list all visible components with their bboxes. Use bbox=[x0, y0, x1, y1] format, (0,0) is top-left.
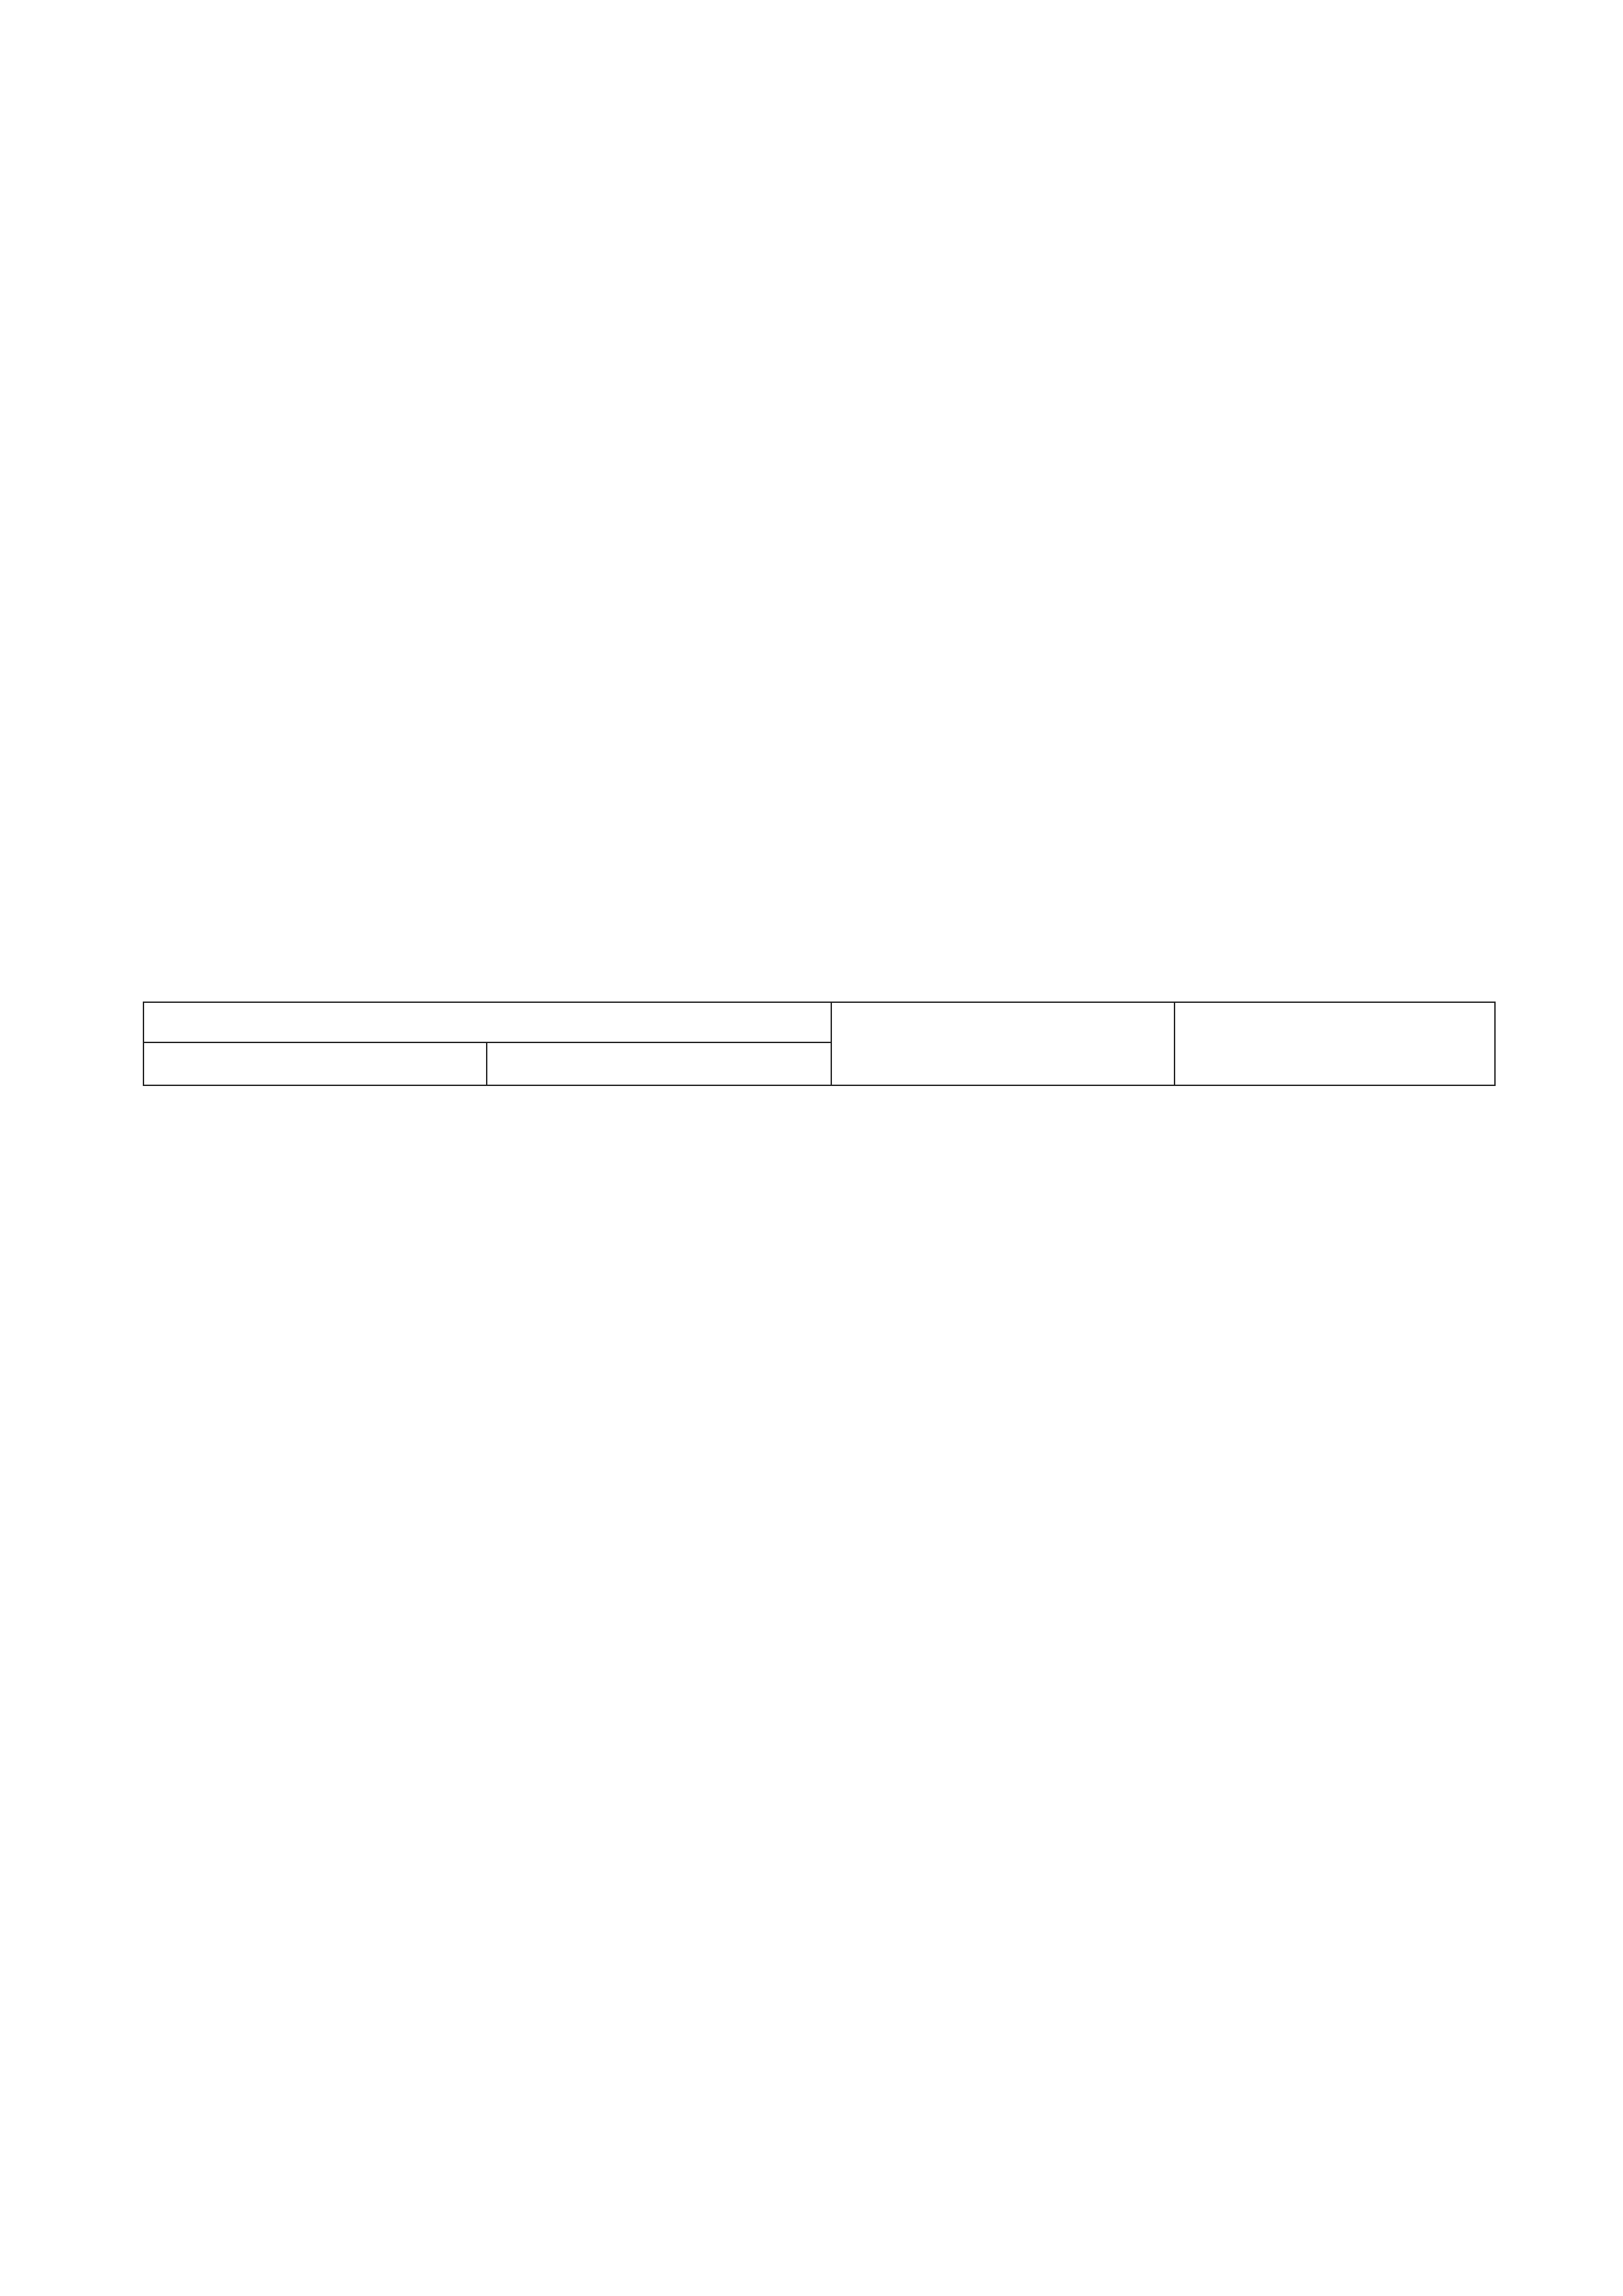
header-type-16b bbox=[831, 1002, 1175, 1085]
header-mpa bbox=[143, 1042, 487, 1085]
header-type-16bx bbox=[1175, 1002, 1495, 1085]
header-psi bbox=[487, 1042, 831, 1085]
pressure-table bbox=[143, 1002, 1496, 1086]
header-nominal-pressure bbox=[143, 1002, 831, 1042]
